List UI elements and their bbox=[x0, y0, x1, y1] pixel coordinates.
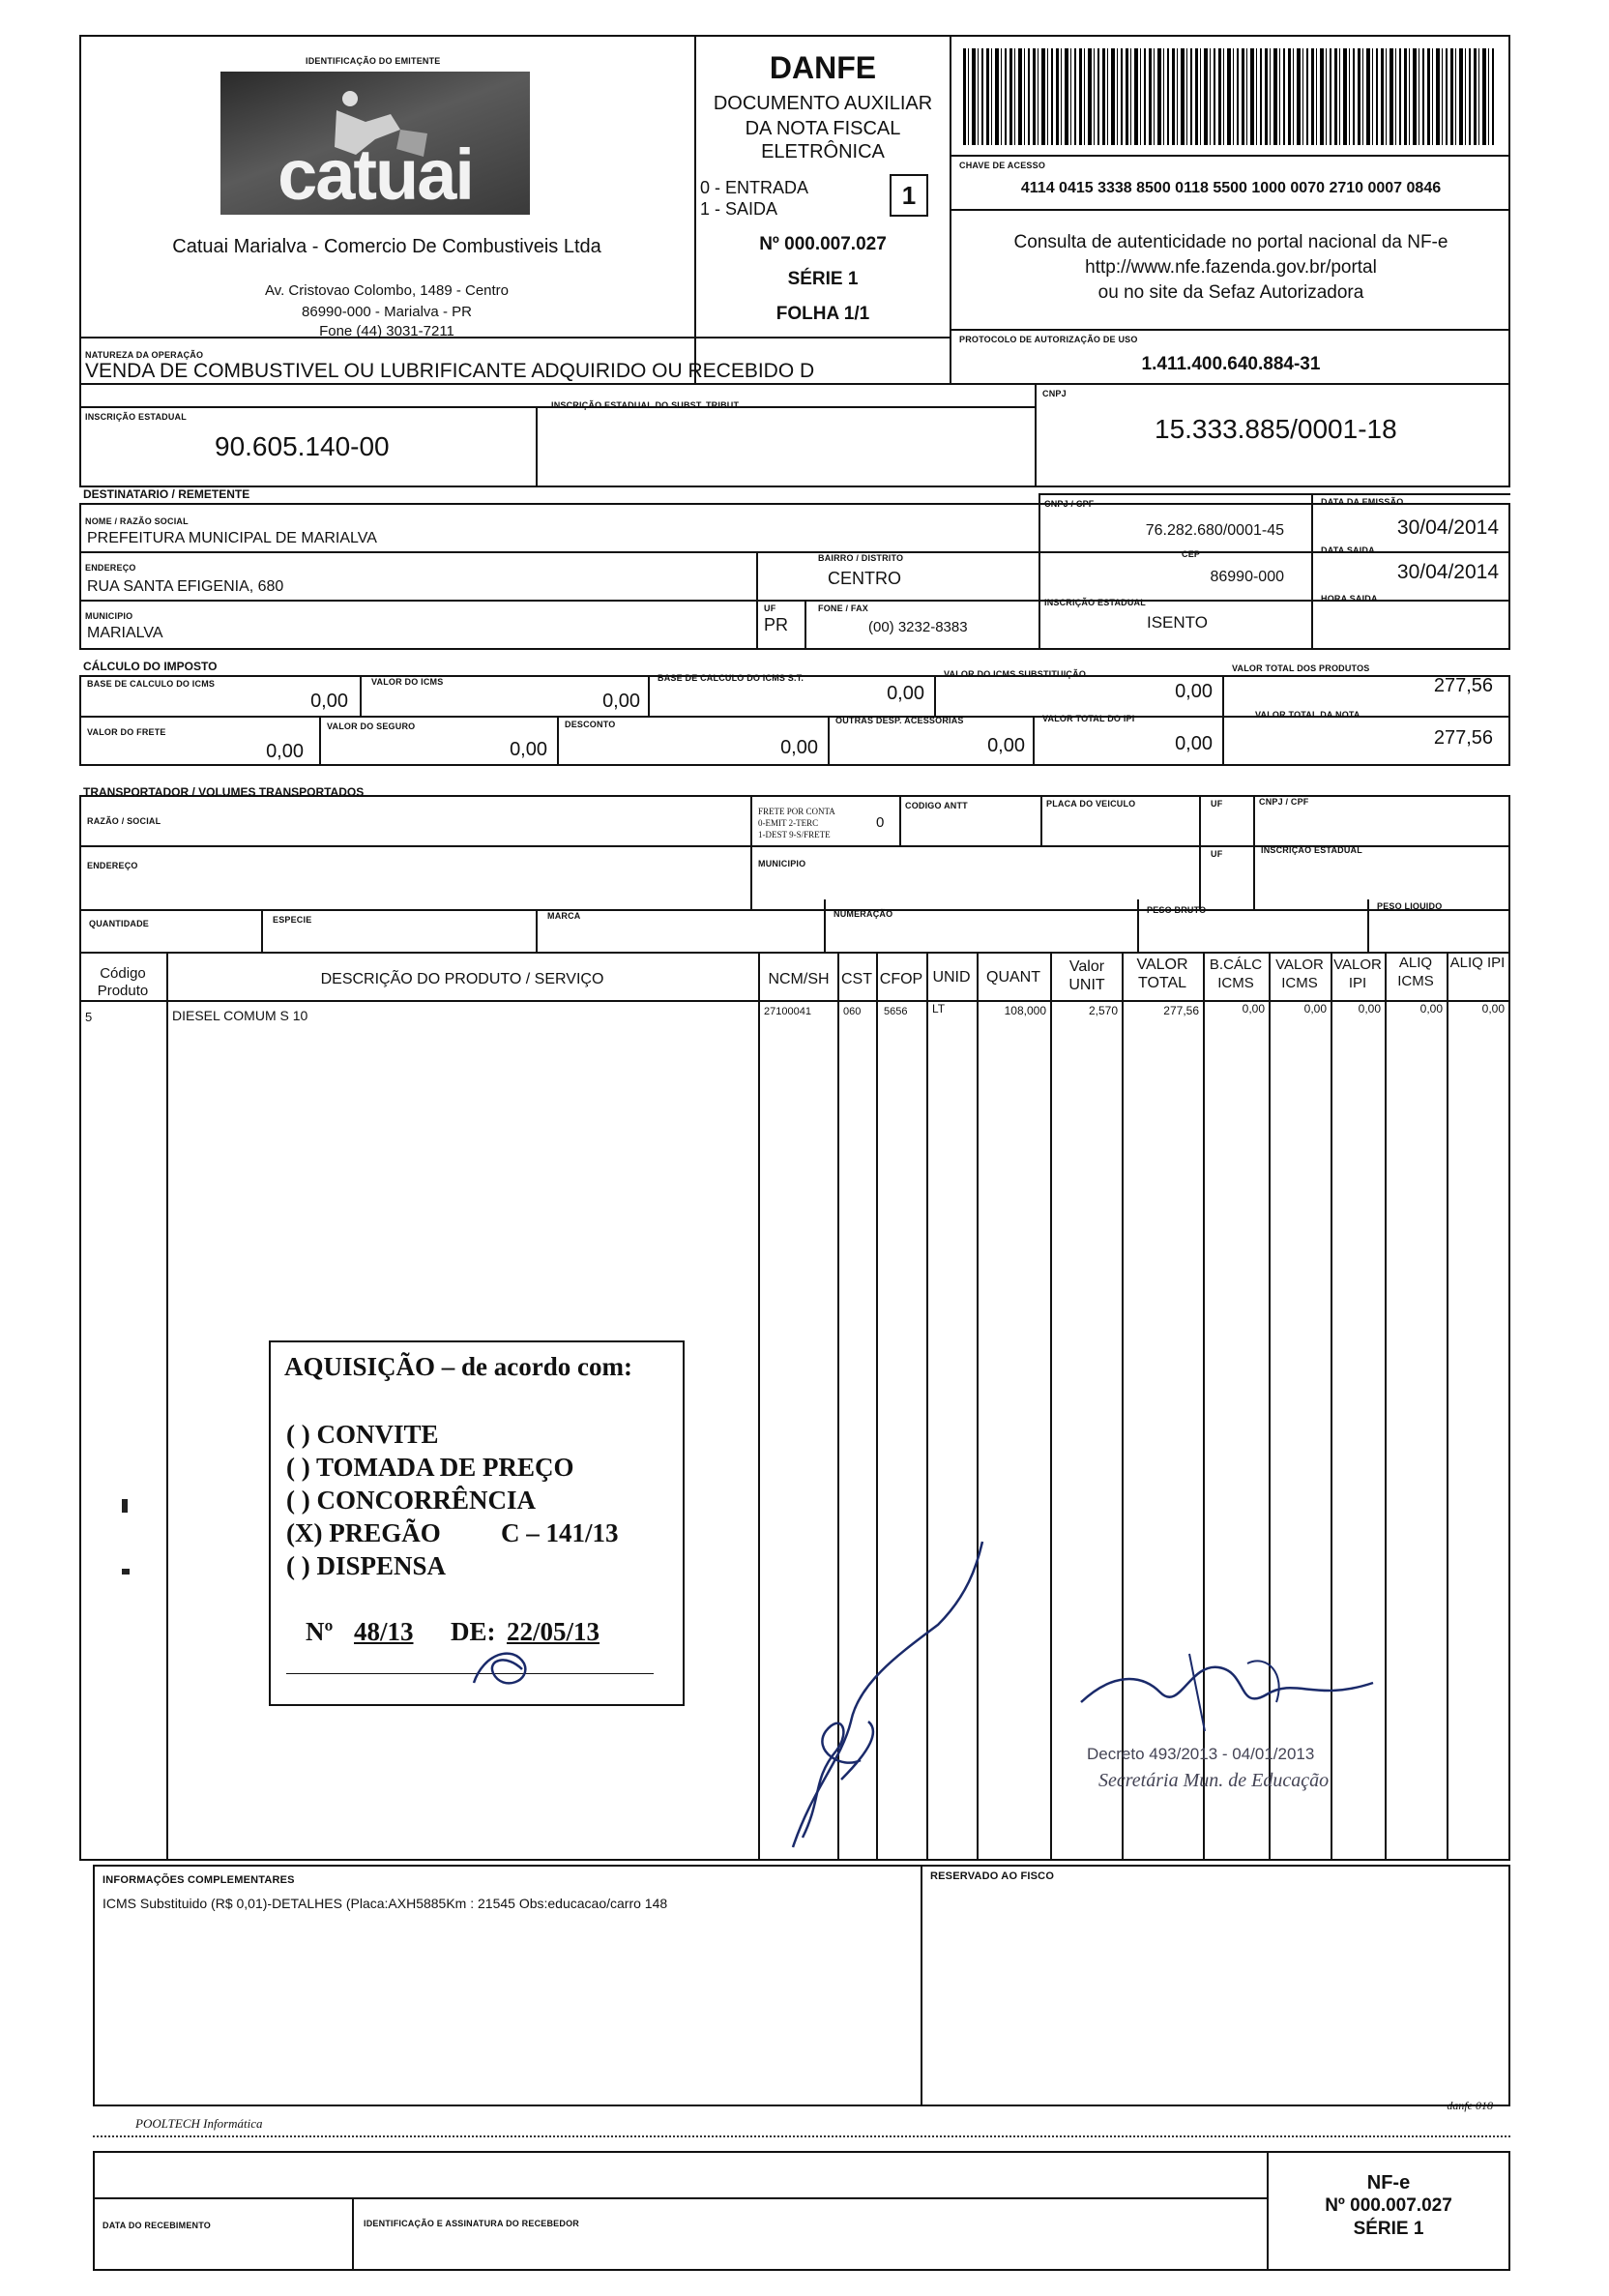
col-valor-unit: Valor UNIT bbox=[1068, 958, 1105, 993]
stamp-opt-pregao: (X) PREGÃO bbox=[286, 1518, 441, 1547]
col-aliq-icms: ALIQ ICMS bbox=[1397, 955, 1434, 989]
stamp-numero: 48/13 bbox=[354, 1617, 414, 1646]
dest-cep-label: CEP bbox=[1182, 549, 1201, 559]
dest-nome-label: NOME / RAZÃO SOCIAL bbox=[85, 516, 189, 526]
emitente-fone: Fone (44) 3031-7211 bbox=[319, 323, 454, 339]
canhoto-nfe: NF-e bbox=[1366, 2172, 1411, 2193]
dest-fone-label: FONE / FAX bbox=[818, 603, 869, 613]
col-valor-total: VALOR TOTAL bbox=[1136, 957, 1188, 991]
col-quant: QUANT bbox=[986, 969, 1040, 986]
dest-endereco-label: ENDEREÇO bbox=[85, 563, 136, 573]
dest-fone: (00) 3232-8383 bbox=[868, 619, 968, 635]
emitente-section-label: IDENTIFICAÇÃO DO EMITENTE bbox=[306, 56, 441, 66]
col-unid: UNID bbox=[932, 969, 971, 986]
danfe-folha: FOLHA 1/1 bbox=[775, 304, 870, 324]
divider bbox=[1385, 952, 1387, 1861]
dest-uf-label: UF bbox=[764, 603, 776, 613]
dest-data-saida-label: DATA SAIDA bbox=[1321, 545, 1375, 555]
fisco-label: RESERVADO AO FISCO bbox=[930, 1870, 1055, 1882]
divider bbox=[921, 1865, 922, 2106]
transp-municipio-label: MUNICIPIO bbox=[758, 859, 806, 868]
divider bbox=[950, 209, 1510, 211]
dest-endereco: RUA SANTA EFIGENIA, 680 bbox=[87, 578, 284, 595]
transp-razao-label: RAZÃO / SOCIAL bbox=[87, 816, 161, 826]
canhoto-numero: Nº 000.007.027 bbox=[1325, 2195, 1452, 2216]
frete-value: 0,00 bbox=[266, 741, 304, 762]
divider bbox=[950, 155, 1510, 157]
emitente-cep: 86990-000 - Marialva - PR bbox=[302, 304, 472, 320]
emitente-razao-social: Catuai Marialva - Comercio De Combustiveis Ltda bbox=[172, 236, 601, 257]
especie-label: ESPECIE bbox=[273, 915, 312, 925]
cnpj-emitente-label: CNPJ bbox=[1042, 389, 1067, 398]
danfe-saida: 1 - SAIDA bbox=[700, 199, 778, 219]
total-nota-value: 277,56 bbox=[1433, 727, 1493, 749]
dest-data-emissao-label: DATA DA EMISSÃO bbox=[1321, 497, 1404, 507]
danfe-subtitle-3: ELETRÔNICA bbox=[761, 141, 885, 162]
numeracao-label: NUMERAÇÃO bbox=[834, 909, 893, 919]
transp-uf-label: UF bbox=[1211, 799, 1223, 809]
transp-uf2-label: UF bbox=[1211, 849, 1223, 859]
seguro-label: VALOR DO SEGURO bbox=[327, 721, 416, 731]
dest-nome: PREFEITURA MUNICIPAL DE MARIALVA bbox=[87, 530, 377, 546]
danfe-entrada: 0 - ENTRADA bbox=[700, 178, 809, 197]
row-valor-icms: 0,00 bbox=[1303, 1002, 1327, 1016]
col-valor-ipi: VALOR IPI bbox=[1333, 957, 1382, 991]
row-unid: LT bbox=[932, 1002, 946, 1016]
outras-value: 0,00 bbox=[987, 735, 1025, 756]
divider bbox=[756, 551, 758, 650]
col-cfop: CFOP bbox=[879, 971, 923, 987]
signature-2 bbox=[1073, 1644, 1383, 1741]
divider bbox=[934, 675, 936, 716]
divider bbox=[1311, 493, 1313, 650]
divider bbox=[1367, 899, 1369, 954]
dest-ie: ISENTO bbox=[1147, 613, 1208, 632]
divider bbox=[828, 716, 830, 766]
dest-municipio: MARIALVA bbox=[87, 625, 163, 641]
transp-ie-label: INSCRIÇÃO ESTADUAL bbox=[1261, 845, 1362, 855]
divider bbox=[950, 329, 1510, 331]
consulta-line-3: ou no site da Sefaz Autorizadora bbox=[1097, 282, 1364, 303]
stamp-opt-concorrencia: ( ) CONCORRÊNCIA bbox=[286, 1486, 536, 1515]
transportador-section: TRANSPORTADOR / VOLUMES TRANSPORTADOS bbox=[83, 785, 365, 799]
valor-icms-label: VALOR DO ICMS bbox=[371, 677, 444, 687]
paraph-icon bbox=[464, 1625, 541, 1702]
dest-cnpj-label: CNPJ / CPF bbox=[1044, 499, 1095, 509]
danfe-serie: SÉRIE 1 bbox=[787, 269, 859, 289]
barcode bbox=[963, 48, 1497, 145]
dest-uf: PR bbox=[764, 615, 789, 634]
placa-label: PLACA DO VEICULO bbox=[1046, 799, 1136, 809]
divider bbox=[804, 600, 806, 650]
ie-st-label: INSCRIÇÃO ESTADUAL DO SUBST. TRIBUT. bbox=[551, 400, 741, 410]
peso-bruto-label: PESO BRUTO bbox=[1147, 905, 1207, 915]
col-bc-icms: B.CÁLC ICMS bbox=[1209, 957, 1263, 991]
valor-icms-st-value: 0,00 bbox=[1175, 681, 1213, 702]
peso-liquido-label: PESO LIQUIDO bbox=[1377, 901, 1443, 911]
frete-label: VALOR DO FRETE bbox=[87, 727, 166, 737]
stamp-opt-dispensa: ( ) DISPENSA bbox=[286, 1551, 447, 1580]
divider bbox=[1137, 899, 1139, 954]
divider bbox=[694, 35, 696, 383]
row-valor-total: 277,56 bbox=[1163, 1004, 1199, 1017]
info-text: ICMS Substituido (R$ 0,01)-DETALHES (Placa:AXH5885Km : 21545 Obs:educacao/carro 148 bbox=[102, 1896, 668, 1911]
dest-bairro-label: BAIRRO / DISTRITO bbox=[818, 553, 904, 563]
danfe-subtitle-2: DA NOTA FISCAL bbox=[745, 118, 901, 139]
antt-label: CODIGO ANTT bbox=[905, 801, 968, 810]
divider bbox=[557, 716, 559, 766]
row-cst: 060 bbox=[843, 1006, 862, 1017]
emitente-endereco: Av. Cristovao Colombo, 1489 - Centro bbox=[264, 282, 510, 299]
stamp-title: AQUISIÇÃO – de acordo com: bbox=[284, 1352, 632, 1381]
divider bbox=[79, 383, 1510, 385]
carimbo-line-2: Secretária Mun. de Educação bbox=[1098, 1770, 1330, 1791]
frete-conta-line-3: 1-DEST 9-S/FRETE bbox=[758, 830, 831, 839]
divider bbox=[758, 952, 760, 1861]
footer-left: POOLTECH Informática bbox=[135, 2116, 263, 2131]
natureza-label: NATUREZA DA OPERAÇÃO bbox=[85, 350, 204, 360]
dest-cep: 86990-000 bbox=[1210, 569, 1284, 585]
divider bbox=[319, 716, 321, 766]
valor-produtos-value: 277,56 bbox=[1433, 675, 1493, 696]
protocolo-value: 1.411.400.640.884-31 bbox=[1141, 354, 1321, 374]
row-cfop: 5656 bbox=[884, 1006, 908, 1017]
divider bbox=[1199, 795, 1201, 909]
ipi-value: 0,00 bbox=[1175, 733, 1213, 754]
divider bbox=[1039, 493, 1510, 495]
ie-label: INSCRIÇÃO ESTADUAL bbox=[85, 412, 187, 422]
bc-icms-st-label: BASE DE CALCULO DO ICMS S.T. bbox=[658, 673, 804, 683]
divider bbox=[648, 675, 650, 716]
logo-text: catuai bbox=[278, 134, 473, 215]
danfe-numero: Nº 000.007.027 bbox=[759, 234, 887, 254]
dest-data-emissao: 30/04/2014 bbox=[1396, 516, 1499, 539]
row-bc-icms: 0,00 bbox=[1242, 1002, 1265, 1016]
col-descricao: DESCRIÇÃO DO PRODUTO / SERVIÇO bbox=[320, 971, 604, 987]
ie-value: 90.605.140-00 bbox=[215, 431, 390, 461]
divider bbox=[360, 675, 362, 716]
protocolo-label: PROTOCOLO DE AUTORIZAÇÃO DE USO bbox=[959, 335, 1138, 344]
danfe-tipo-box: 1 bbox=[890, 174, 928, 217]
divider bbox=[899, 795, 901, 845]
stamp-numero-prefix: Nº bbox=[306, 1617, 334, 1646]
dest-hora-saida-label: HORA SAIDA bbox=[1321, 594, 1378, 603]
divider bbox=[1039, 493, 1040, 650]
divider bbox=[352, 2197, 354, 2271]
dest-data-saida: 30/04/2014 bbox=[1396, 561, 1499, 583]
valor-icms-st-label: VALOR DO ICMS SUBSTITUIÇÃO bbox=[944, 669, 1087, 679]
divider bbox=[1035, 383, 1037, 487]
outras-label: OUTRAS DESP. ACESSORIAS bbox=[835, 716, 964, 725]
divider bbox=[1253, 795, 1255, 909]
cnpj-emitente-value: 15.333.885/0001-18 bbox=[1155, 414, 1397, 444]
ink-mark bbox=[122, 1569, 130, 1575]
col-codigo: Código Produto bbox=[97, 965, 149, 999]
consulta-line-1: Consulta de autenticidade no portal nacional da NF-e bbox=[1013, 232, 1448, 252]
danfe-title: DANFE bbox=[769, 50, 877, 85]
bc-icms-label: BASE DE CALCULO DO ICMS bbox=[87, 679, 216, 689]
carimbo-line-1: Decreto 493/2013 - 04/01/2013 bbox=[1087, 1745, 1315, 1763]
destinatario-section: DESTINATARIO / REMETENTE bbox=[83, 487, 250, 501]
ink-mark bbox=[122, 1499, 128, 1513]
canhoto-serie: SÉRIE 1 bbox=[1353, 2219, 1424, 2239]
chave-value: 4114 0415 3338 8500 0118 5500 1000 0070 2710 0007 0846 bbox=[1020, 180, 1442, 196]
imposto-section: CÁLCULO DO IMPOSTO bbox=[83, 660, 218, 673]
divider bbox=[261, 909, 263, 954]
divider bbox=[1222, 675, 1224, 766]
divider bbox=[750, 795, 752, 909]
row-quant: 108,000 bbox=[1004, 1004, 1046, 1017]
natureza-value: VENDA DE COMBUSTIVEL OU LUBRIFICANTE ADQUIRIDO OU RECEBIDO D bbox=[85, 360, 815, 382]
desconto-label: DESCONTO bbox=[565, 720, 616, 729]
divider bbox=[79, 551, 1510, 553]
divider bbox=[166, 952, 168, 1861]
divider bbox=[824, 899, 826, 954]
divider bbox=[93, 2197, 1267, 2199]
quantidade-label: QUANTIDADE bbox=[89, 919, 149, 928]
danfe-subtitle-1: DOCUMENTO AUXILIAR bbox=[713, 93, 933, 114]
divider bbox=[79, 600, 1510, 602]
frete-conta-line-2: 0-EMIT 2-TERC bbox=[758, 818, 819, 828]
frete-conta-line-1: FRETE POR CONTA bbox=[758, 807, 835, 816]
valor-produtos-label: VALOR TOTAL DOS PRODUTOS bbox=[1232, 663, 1370, 673]
bc-icms-st-value: 0,00 bbox=[887, 683, 924, 704]
divider bbox=[1033, 716, 1035, 766]
divider bbox=[1040, 795, 1042, 845]
dest-cnpj: 76.282.680/0001-45 bbox=[1145, 522, 1284, 539]
stamp-opt-convite: ( ) CONVITE bbox=[286, 1420, 439, 1449]
dest-bairro: CENTRO bbox=[828, 569, 901, 588]
row-descricao: DIESEL COMUM S 10 bbox=[172, 1008, 308, 1023]
transp-cnpj-label: CNPJ / CPF bbox=[1259, 797, 1309, 807]
row-ncm: 27100041 bbox=[764, 1006, 811, 1017]
consulta-line-2: http://www.nfe.fazenda.gov.br/portal bbox=[1085, 257, 1377, 278]
destinatario-block bbox=[79, 503, 1510, 650]
ipi-label: VALOR TOTAL DO IPI bbox=[1042, 714, 1135, 723]
desconto-value: 0,00 bbox=[780, 737, 818, 758]
row-codigo: 5 bbox=[85, 1010, 93, 1024]
bc-icms-value: 0,00 bbox=[310, 691, 348, 712]
row-aliq-icms: 0,00 bbox=[1419, 1002, 1443, 1016]
col-ncm: NCM/SH bbox=[768, 971, 830, 987]
total-nota-label: VALOR TOTAL DA NOTA bbox=[1255, 710, 1360, 720]
marca-label: MARCA bbox=[547, 911, 581, 921]
footer-right: danfe 018 bbox=[1447, 2099, 1493, 2112]
dest-ie-label: INSCRIÇÃO ESTADUAL bbox=[1044, 598, 1146, 607]
transp-endereco-label: ENDEREÇO bbox=[87, 861, 138, 870]
row-aliq-ipi: 0,00 bbox=[1481, 1002, 1505, 1016]
stamp-pregao-ref: C – 141/13 bbox=[501, 1518, 619, 1547]
stamp-de-label: DE: bbox=[451, 1617, 496, 1646]
chave-label: CHAVE DE ACESSO bbox=[959, 161, 1046, 170]
divider bbox=[79, 909, 1510, 911]
seguro-value: 0,00 bbox=[510, 739, 547, 760]
divider bbox=[1447, 952, 1448, 1861]
company-logo bbox=[220, 72, 530, 215]
info-label: INFORMAÇÕES COMPLEMENTARES bbox=[102, 1874, 295, 1886]
frete-conta-value: 0 bbox=[876, 814, 885, 831]
divider bbox=[536, 909, 538, 954]
col-valor-icms: VALOR ICMS bbox=[1275, 957, 1324, 991]
canhoto-data-label: DATA DO RECEBIMENTO bbox=[102, 2221, 211, 2230]
col-aliq-ipi: ALIQ IPI bbox=[1449, 955, 1506, 971]
cut-line bbox=[93, 2135, 1510, 2137]
row-valor-ipi: 0,00 bbox=[1358, 1002, 1381, 1016]
stamp-opt-tomada: ( ) TOMADA DE PREÇO bbox=[286, 1453, 574, 1482]
valor-icms-value: 0,00 bbox=[602, 691, 640, 712]
row-valor-unit: 2,570 bbox=[1088, 1004, 1118, 1017]
divider bbox=[1050, 952, 1052, 1861]
canhoto-assinatura-label: IDENTIFICAÇÃO E ASSINATURA DO RECEBEDOR bbox=[364, 2219, 579, 2228]
col-cst: CST bbox=[841, 971, 872, 987]
signature-1 bbox=[783, 1538, 996, 1857]
dest-municipio-label: MUNICIPIO bbox=[85, 611, 133, 621]
divider bbox=[536, 406, 538, 487]
stamp-de-value: 22/05/13 bbox=[507, 1617, 600, 1646]
